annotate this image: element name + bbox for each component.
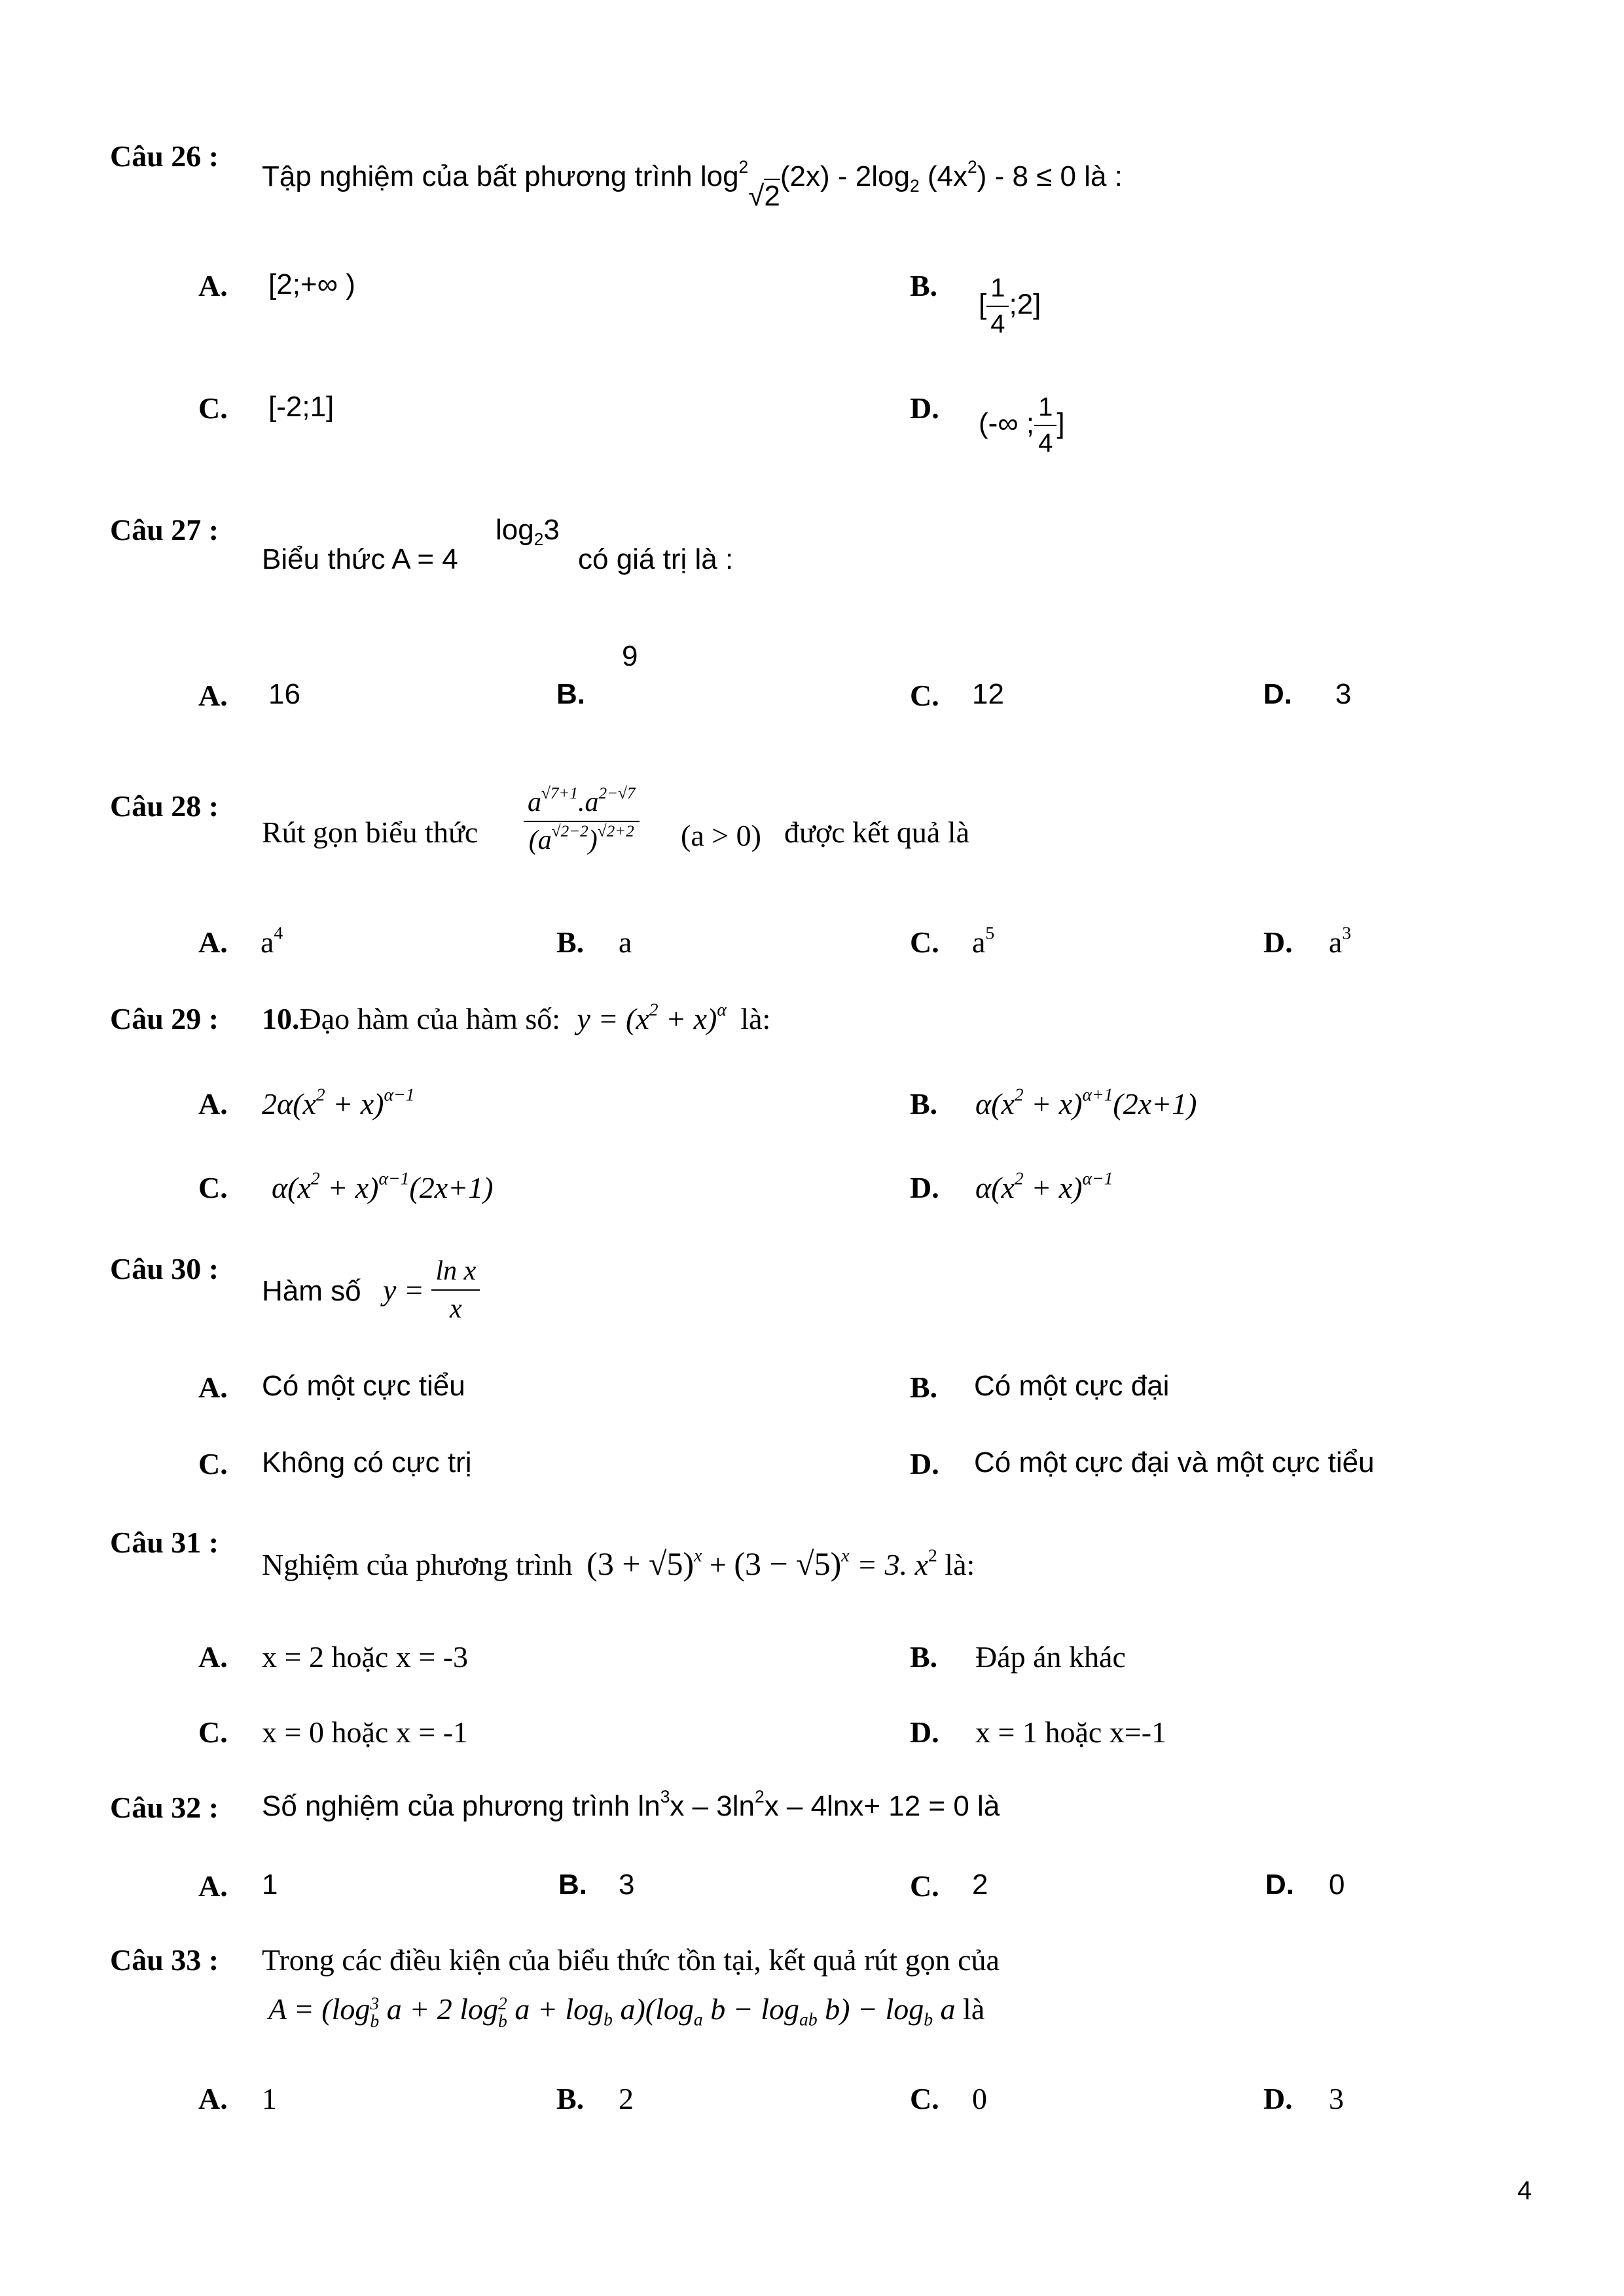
q30-c-label: C. — [198, 1447, 228, 1480]
q26-stem — [262, 157, 1123, 212]
q29-a-label: A. — [198, 1087, 228, 1121]
q27-d-label: D. — [1263, 678, 1292, 710]
q29-d-option[interactable]: $\alpha(x^2 + x)^{\alpha-1}$ — [975, 1168, 1113, 1204]
q32-d-option[interactable]: 0 — [1329, 1869, 1345, 1901]
q33-formula: A = (log 3 b a + 2 log 2 b $a + \log_b a)(\log_a$ $b - \log_{ab} b) - \log_b a$ là — [268, 1992, 985, 2032]
q32-c-option[interactable]: 2 — [972, 1869, 988, 1901]
q26-text-mid: (2x) - 2log — [780, 160, 910, 192]
q29-b-option[interactable]: $\alpha(x^2 + x)^{\alpha+1}(2x+1)$ — [975, 1084, 1197, 1121]
q30-d-option[interactable]: Có một cực đại và một cực tiểu — [974, 1446, 1375, 1479]
q33-c-label: C. — [910, 2082, 939, 2115]
q32-a-option[interactable]: 1 — [262, 1869, 278, 1901]
q31-stem: Nghiệm của phương trình $(3 + √5)^x + (3 - √5)^x = 3$. $x^2$ là: — [262, 1545, 975, 1582]
q30-formula: y = $\frac{\text{ln x}}{x}$ — [383, 1255, 480, 1325]
q29-d-label: D. — [910, 1171, 939, 1204]
q30-d-label: D. — [910, 1447, 939, 1480]
q28-a-label: A. — [198, 925, 228, 959]
q26-x-power: 2 — [967, 157, 977, 177]
q27-d-option[interactable]: 3 — [1335, 678, 1352, 710]
q26-label: Câu 26 : — [110, 139, 219, 173]
q29-stem: 10.Đạo hàm của hàm số: $y = (x^2 + x)^\alpha$ là: — [262, 999, 771, 1035]
q26-b-label: B. — [910, 269, 938, 302]
q31-d-option[interactable]: x = 1 hoặc x=-1 — [975, 1715, 1167, 1749]
q26-text-mid2: (4x — [919, 160, 967, 192]
q33-line1: Trong các điều kiện của biểu thức tồn tại, kết quả rút gọn của — [262, 1943, 1000, 1977]
q31-b-option[interactable]: Đáp án khác — [975, 1640, 1126, 1674]
q28-text-end: được kết quả là — [784, 816, 969, 849]
q27-a-option[interactable]: 16 — [268, 678, 300, 710]
q32-label: Câu 32 : — [110, 1791, 219, 1824]
q27-a-label: A. — [198, 679, 228, 712]
q28-condition: (a > 0) — [681, 819, 761, 852]
q30-prefix: Hàm số — [262, 1275, 361, 1307]
q33-a-option[interactable]: 1 — [262, 2082, 277, 2115]
q31-d-label: D. — [910, 1715, 939, 1749]
q30-a-option[interactable]: Có một cực tiểu — [262, 1370, 465, 1402]
q30-a-label: A. — [198, 1371, 228, 1404]
q28-fraction: $\frac{a^{√7+1}.a^{2-√7}}{(a^{√2-2})^{√2+2}}$ — [524, 787, 640, 856]
q26-log-base: 2 — [909, 176, 920, 196]
q26-sqrt-base: √2 — [748, 180, 780, 212]
q33-c-option[interactable]: 0 — [972, 2082, 987, 2115]
q32-a-label: A. — [198, 1869, 228, 1903]
q31-a-option[interactable]: x = 2 hoặc x = -3 — [262, 1640, 469, 1674]
q26-d-option[interactable]: (-∞ ; $\frac{1}{4}$ ] — [979, 393, 1065, 457]
q28-d-label: D. — [1263, 925, 1293, 959]
q26-a-option[interactable]: [2;+∞ ) — [268, 268, 355, 300]
q28-prefix: Rút gọn biểu thức — [262, 816, 478, 849]
q30-b-option[interactable]: Có một cực đại — [974, 1370, 1170, 1402]
q26-c-option[interactable]: [-2;1] — [268, 391, 334, 423]
q29-c-label: C. — [198, 1171, 228, 1204]
q28-d-option[interactable]: $a^3$ — [1329, 922, 1352, 959]
q26-d-label: D. — [910, 391, 939, 425]
q28-c-label: C. — [910, 925, 939, 959]
q28-b-option[interactable]: a — [619, 925, 632, 959]
q32-d-label: D. — [1265, 1869, 1294, 1901]
q26-b-option[interactable]: [ $\frac{1}{4}$ ;2] — [979, 274, 1041, 338]
q27-text-end: có giá trị là : — [578, 543, 734, 575]
q26-c-label: C. — [198, 391, 228, 425]
q31-b-label: B. — [910, 1640, 938, 1674]
q27-label: Câu 27 : — [110, 513, 219, 547]
q30-label: Câu 30 : — [110, 1252, 219, 1285]
q32-b-label: B. — [558, 1869, 587, 1901]
q26-text-prefix: Tập nghiệm của bất phương trình log — [262, 160, 739, 192]
q30-c-option[interactable]: Không có cực trị — [262, 1446, 472, 1479]
q29-c-option[interactable]: $\alpha(x^2 + x)^{\alpha-1}(2x+1)$ — [272, 1168, 494, 1204]
q33-b-label: B. — [556, 2082, 585, 2115]
q31-a-label: A. — [198, 1640, 228, 1674]
q31-label: Câu 31 : — [110, 1526, 219, 1559]
q27-prefix: Biểu thức A = 4 — [262, 543, 458, 575]
q32-stem: Số nghiệm của phương trình $\ln^3x - 3\ln^2x - 4\ln x+ 12 = 0$ là — [262, 1787, 1000, 1822]
q28-label: Câu 28 : — [110, 789, 219, 823]
q26-a-label: A. — [198, 269, 228, 302]
q27-exponent: $\log_23$ — [496, 514, 560, 550]
q27-b-label: B. — [556, 678, 585, 710]
q26-log-power: 2 — [738, 157, 749, 177]
q28-b-label: B. — [556, 925, 585, 959]
q27-b-option[interactable]: 9 — [622, 640, 638, 672]
q27-c-option[interactable]: 12 — [972, 678, 1004, 710]
q32-c-label: C. — [910, 1869, 939, 1903]
q33-d-label: D. — [1263, 2082, 1293, 2115]
q33-d-option[interactable]: 3 — [1329, 2082, 1344, 2115]
q33-b-option[interactable]: 2 — [619, 2082, 634, 2115]
q28-c-option[interactable]: $a^5$ — [972, 922, 995, 959]
q32-b-option[interactable]: 3 — [619, 1869, 635, 1901]
q29-label: Câu 29 : — [110, 1002, 219, 1035]
q26-text-end: ) - 8 ≤ 0 là : — [977, 160, 1123, 192]
q27-c-label: C. — [910, 679, 939, 712]
q33-a-label: A. — [198, 2082, 228, 2115]
q31-c-option[interactable]: x = 0 hoặc x = -1 — [262, 1715, 469, 1749]
page-number: 4 — [1517, 2176, 1532, 2205]
q29-a-option[interactable]: $2\alpha(x^2 + x)^{\alpha-1}$ — [262, 1084, 415, 1121]
q28-a-option[interactable]: $a^4$ — [261, 922, 283, 959]
q30-b-label: B. — [910, 1371, 938, 1404]
q31-c-label: C. — [198, 1715, 228, 1749]
q33-label: Câu 33 : — [110, 1943, 219, 1977]
q29-b-label: B. — [910, 1087, 938, 1121]
